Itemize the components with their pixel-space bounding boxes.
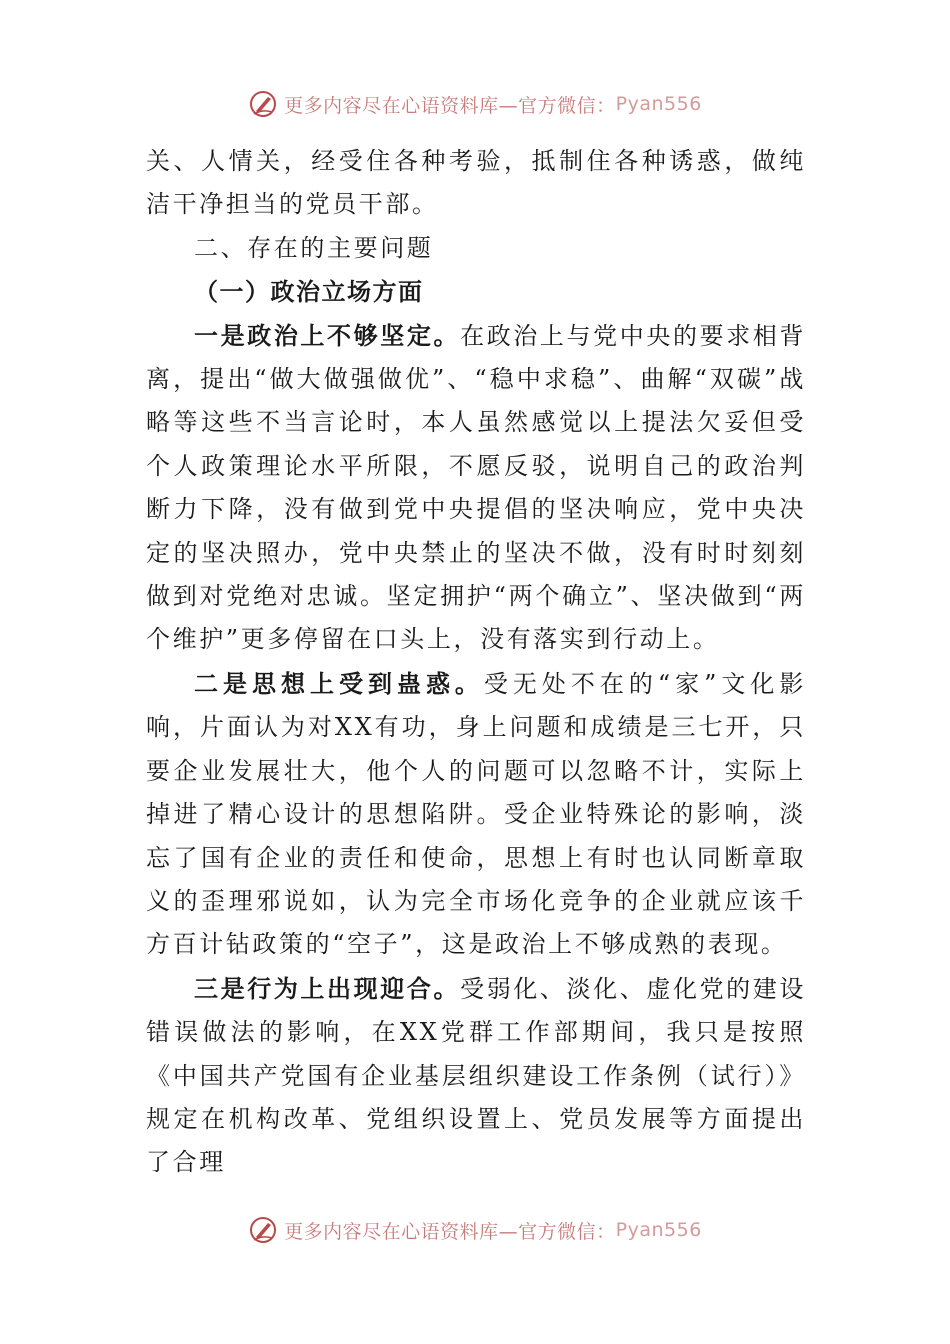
watermark-wechat-id: Pyan556 [615, 1219, 702, 1241]
subsection-heading: （一）政治立场方面 [194, 277, 424, 307]
continued-paragraph: 关、人情关，经受住各种考验，抵制住各种诱惑，做纯洁干净担当的党员干部。 [146, 147, 806, 219]
item-lead-1: 一是政治上不够坚定。 [194, 320, 461, 350]
item-lead-3: 三是行为上出现迎合。 [194, 973, 461, 1003]
document-body [146, 140, 806, 1185]
watermark-text: 更多内容尽在心语资料库—官方微信： [284, 94, 616, 117]
footer-watermark [0, 1210, 950, 1250]
item-paragraph-2 [146, 662, 806, 967]
item-text-1: 在政治上与党中央的要求相背离，提出“做大做强做优”、“稳中求稳”、曲解“双碳”战略等这些不当言论时，本人虽然感觉以上提法欠妥但受个人政策理论水平所限，不愿反驳，说明自己的政治判断力下降，没有做到党中央提倡的坚决响应，党中央决定的坚决照办，党中央禁止的坚决不做，没有时时刻刻做到对党绝对忠诚。坚定拥护“两个确立”、坚决做到“两个维护”更多停留在口头上，没有落实到行动上。 [146, 321, 806, 654]
section-heading: 二、存在的主要问题 [194, 233, 434, 262]
item-text-2: 受无处不在的“家”文化影响，片面认为对XX有功，身上问题和成绩是三七开，只要企业发展壮大，他个人的问题可以忽略不计，实际上掉进了精心设计的思想陷阱。受企业特殊论的影响，淡忘了国有企业的责任和使命，思想上有时也认同断章取义的歪理邪说如，认为完全市场化竞争的企业就应该千方百计钻政策的“空子”，这是政治上不够成熟的表现。 [146, 669, 806, 959]
item-text-3: 受弱化、淡化、虚化党的建设错误做法的影响，在XX党群工作部期间，我只是按照《中国共产党国有企业基层组织建设工作条例（试行）》规定在机构改革、党组织设置上、党员发展等方面提出了合理 [146, 974, 806, 1177]
pen-circle-logo-icon [248, 1215, 278, 1245]
item-paragraph-3 [146, 967, 806, 1185]
pen-circle-logo-icon [248, 89, 278, 119]
item-lead-2: 二是思想上受到蛊惑。 [194, 668, 484, 698]
watermark-text: 更多内容尽在心语资料库—官方微信： [284, 1220, 616, 1243]
header-watermark [0, 84, 950, 124]
item-paragraph-1 [146, 314, 806, 662]
watermark-wechat-id: Pyan556 [615, 93, 702, 115]
